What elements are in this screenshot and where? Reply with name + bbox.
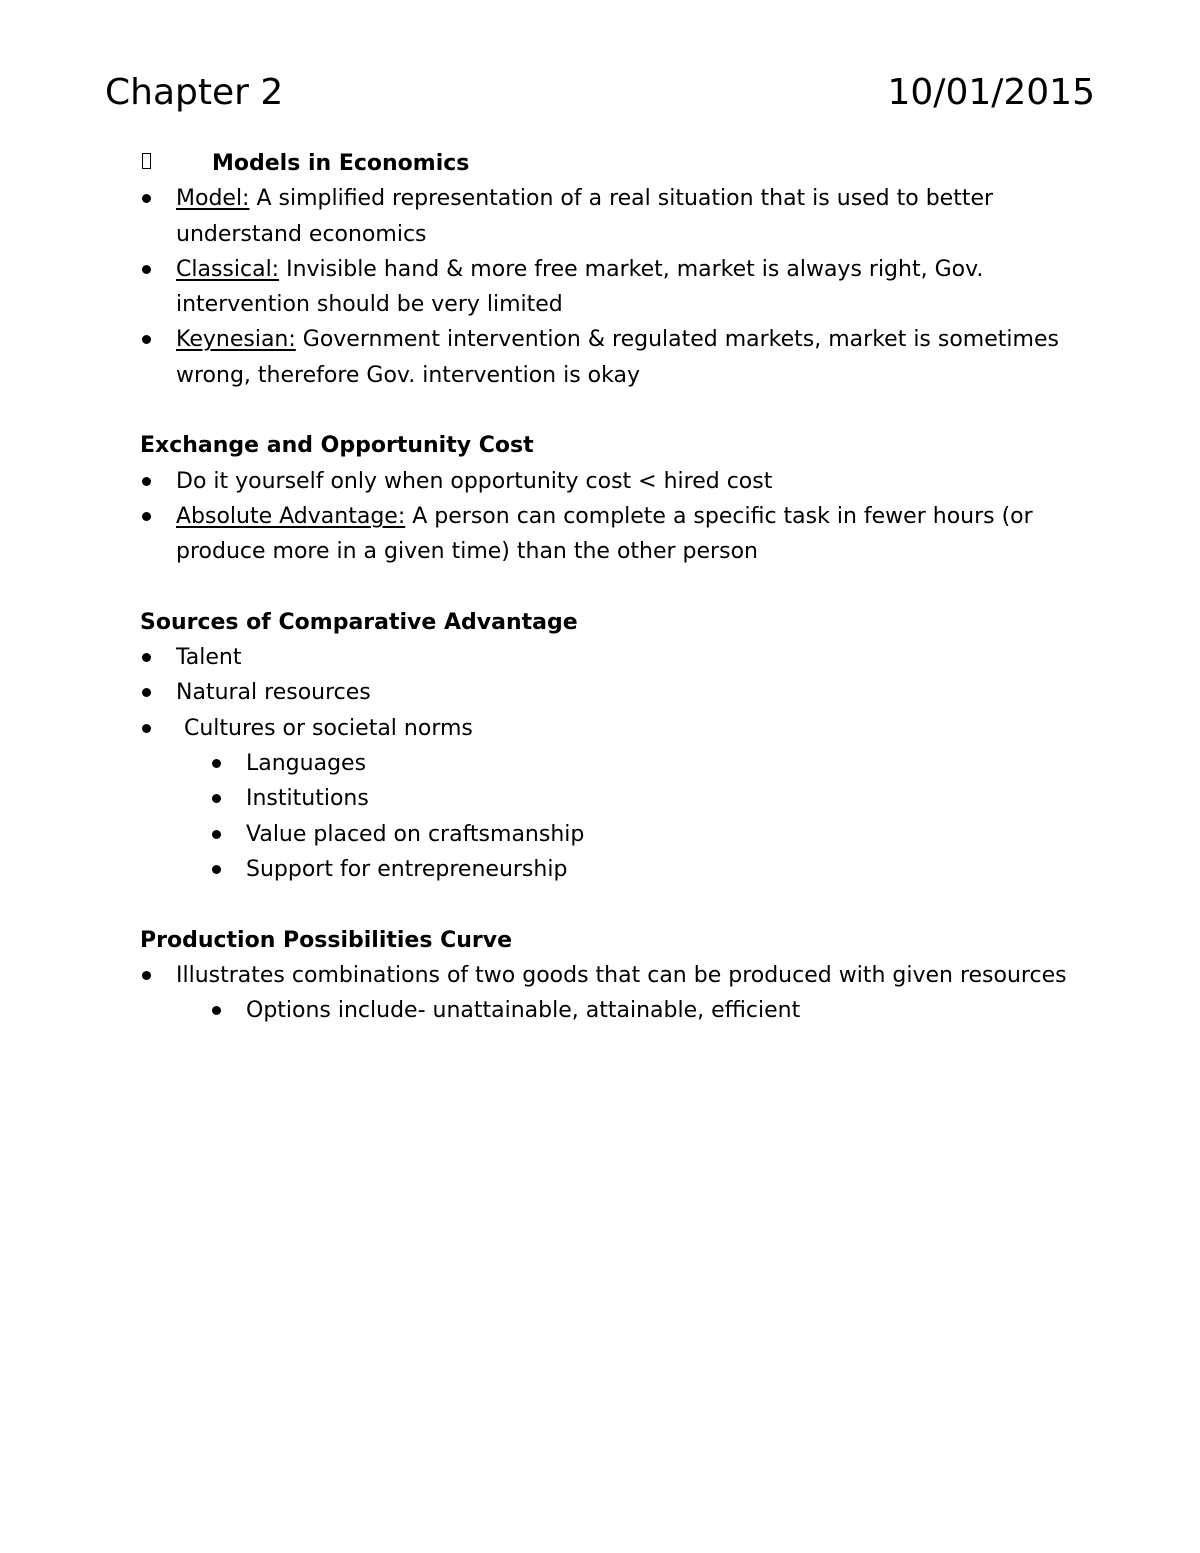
list-item (140, 181, 1070, 252)
item-text: Cultures or societal norms (184, 715, 473, 741)
item-text: Support for entrepreneurship (246, 856, 568, 882)
missing-glyph-icon (142, 153, 151, 169)
bullet-icon (212, 865, 221, 874)
item-text: Talent (176, 645, 242, 671)
bullet-icon (212, 759, 221, 768)
bullet-icon (142, 653, 151, 662)
term-label: Classical: (176, 256, 280, 282)
list-item (140, 711, 1070, 746)
notes-body (140, 146, 1070, 1028)
item-text: Government intervention & regulated markets, market is sometimes wrong, therefore Gov. intervention is okay (176, 327, 1059, 388)
list-item (140, 993, 1070, 1028)
item-text: A simplified representation of a real situation that is used to better understand economics (176, 186, 994, 247)
section-heading: Models in Economics (140, 146, 1070, 181)
bullet-icon (142, 194, 151, 203)
date-label: 10/01/2015 (887, 72, 1095, 113)
item-text: A person can complete a specific task in fewer hours (or produce more in a given time) than the other person (176, 503, 1033, 565)
bullet-icon (212, 830, 221, 839)
item-text: Languages (246, 751, 367, 777)
bullet-list (140, 181, 1070, 393)
list-item (140, 252, 1070, 323)
bullet-icon (142, 335, 151, 344)
list-item (140, 499, 1070, 570)
page-header (105, 68, 1095, 118)
item-text: Natural resources (176, 680, 371, 706)
list-item (140, 464, 1070, 499)
item-text: Options include- unattainable, attainable, efficient (246, 998, 801, 1024)
item-text: Value placed on craftsmanship (246, 821, 585, 847)
item-text: Do it yourself only when opportunity cost < hired cost (176, 468, 773, 494)
sub-bullet-list (140, 746, 1070, 887)
bullet-list (140, 464, 1070, 570)
bullet-icon (212, 1006, 221, 1015)
bullet-icon (142, 265, 151, 274)
bullet-list (140, 640, 1070, 746)
list-item (140, 817, 1070, 852)
list-item (140, 852, 1070, 887)
item-text: Institutions (246, 786, 369, 812)
section-heading: Production Possibilities Curve (140, 927, 513, 953)
item-text: Illustrates combinations of two goods that can be produced with given resources (176, 962, 1067, 988)
list-item (140, 746, 1070, 781)
bullet-icon (142, 477, 151, 486)
term-label: Keynesian: (176, 327, 296, 353)
bullet-icon (142, 688, 151, 697)
term-label: Absolute Advantage: (176, 503, 406, 529)
list-item (140, 781, 1070, 816)
chapter-title: Chapter 2 (105, 72, 284, 113)
list-item (140, 640, 1070, 675)
bullet-icon (142, 512, 151, 521)
item-text: Invisible hand & more free market, market is always right, Gov. intervention should be very limited (176, 256, 984, 318)
bullet-icon (142, 971, 151, 980)
section-heading: Sources of Comparative Advantage (140, 609, 578, 635)
bullet-icon (212, 794, 221, 803)
bullet-icon (142, 724, 151, 733)
sub-bullet-list (140, 993, 1070, 1028)
list-item (140, 322, 1070, 393)
term-label: Model: (176, 186, 250, 212)
bullet-list (140, 958, 1070, 993)
section-heading: Exchange and Opportunity Cost (140, 433, 534, 459)
list-item (140, 958, 1070, 993)
list-item (140, 675, 1070, 710)
